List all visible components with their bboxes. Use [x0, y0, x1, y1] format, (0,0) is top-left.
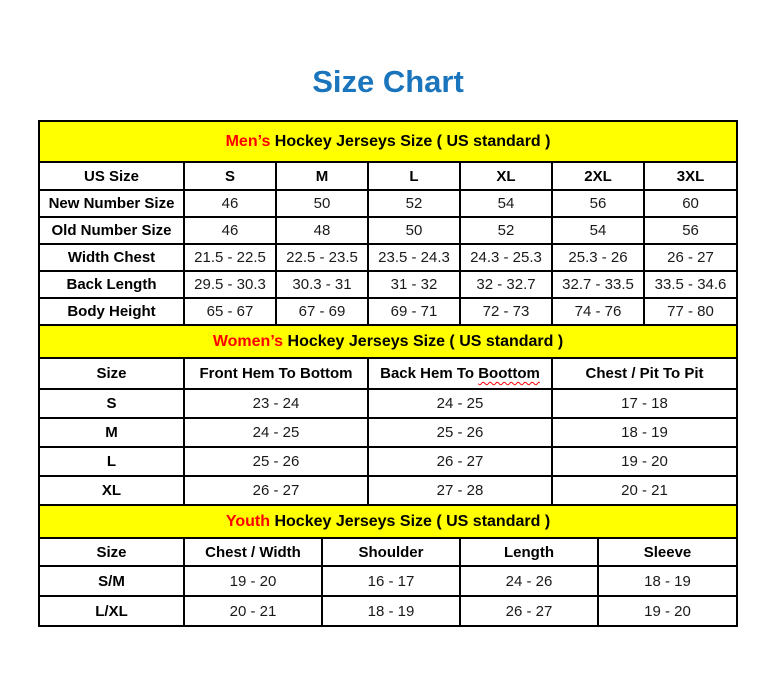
youth-section-band [39, 505, 737, 538]
mens-size-table [38, 120, 738, 326]
cell-value: 24.3 - 25.3 [460, 244, 552, 271]
row-label: S/M [39, 566, 184, 596]
cell-value: 23.5 - 24.3 [368, 244, 460, 271]
youth-col-header-size: Size [39, 538, 184, 566]
table-row [39, 596, 737, 626]
womens-band-highlight: Women’s [212, 332, 284, 350]
cell-value: 24 - 25 [368, 389, 552, 418]
cell-value: 26 - 27 [644, 244, 737, 271]
cell-value: 19 - 20 [184, 566, 322, 596]
cell-value: 26 - 27 [460, 596, 598, 626]
womens-col-header-size: Size [39, 358, 184, 389]
table-row [39, 298, 737, 325]
row-label: Body Height [39, 298, 184, 325]
cell-value: 26 - 27 [368, 447, 552, 476]
cell-value: 25 - 26 [368, 418, 552, 447]
cell-value: 24 - 25 [184, 418, 368, 447]
mens-col-header-l: L [368, 162, 460, 190]
mens-col-header-us-size: US Size [39, 162, 184, 190]
cell-value: 69 - 71 [368, 298, 460, 325]
cell-value: 18 - 19 [322, 596, 460, 626]
cell-value: 56 [552, 190, 644, 217]
cell-value: 77 - 80 [644, 298, 737, 325]
mens-header-row [39, 162, 737, 190]
mens-section-band [39, 121, 737, 162]
row-label: New Number Size [39, 190, 184, 217]
cell-value: 17 - 18 [552, 389, 737, 418]
cell-value: 20 - 21 [552, 476, 737, 505]
cell-value: 60 [644, 190, 737, 217]
row-label: M [39, 418, 184, 447]
cell-value: 52 [368, 190, 460, 217]
cell-value: 19 - 20 [598, 596, 737, 626]
row-label: Old Number Size [39, 217, 184, 244]
cell-value: 54 [552, 217, 644, 244]
cell-value: 26 - 27 [184, 476, 368, 505]
cell-value: 50 [276, 190, 368, 217]
mens-col-header-xl: XL [460, 162, 552, 190]
row-label: Back Length [39, 271, 184, 298]
cell-value: 18 - 19 [598, 566, 737, 596]
cell-value: 20 - 21 [184, 596, 322, 626]
cell-value: 32 - 32.7 [460, 271, 552, 298]
back-hem-prefix: Back Hem To [380, 365, 479, 382]
table-row [39, 389, 737, 418]
cell-value: 30.3 - 31 [276, 271, 368, 298]
cell-value: 18 - 19 [552, 418, 737, 447]
cell-value: 67 - 69 [276, 298, 368, 325]
table-row [39, 217, 737, 244]
row-label: L [39, 447, 184, 476]
youth-header-row [39, 538, 737, 566]
cell-value: 48 [276, 217, 368, 244]
cell-value: 25.3 - 26 [552, 244, 644, 271]
mens-band-title [39, 121, 737, 162]
row-label: Width Chest [39, 244, 184, 271]
cell-value: 22.5 - 23.5 [276, 244, 368, 271]
youth-band-highlight: Youth [225, 512, 271, 530]
cell-value: 65 - 67 [184, 298, 276, 325]
table-row [39, 418, 737, 447]
page-title: Size Chart [312, 64, 464, 99]
table-row [39, 271, 737, 298]
womens-section-band [39, 325, 737, 358]
womens-col-header-front-hem: Front Hem To Bottom [184, 358, 368, 389]
mens-band-highlight: Men’s [225, 132, 271, 150]
cell-value: 23 - 24 [184, 389, 368, 418]
cell-value: 31 - 32 [368, 271, 460, 298]
table-row [39, 476, 737, 505]
row-label: S [39, 389, 184, 418]
cell-value: 32.7 - 33.5 [552, 271, 644, 298]
cell-value: 16 - 17 [322, 566, 460, 596]
row-label: XL [39, 476, 184, 505]
table-row [39, 566, 737, 596]
youth-col-header-sleeve: Sleeve [598, 538, 737, 566]
youth-col-header-chest-width: Chest / Width [184, 538, 322, 566]
mens-col-header-m: M [276, 162, 368, 190]
cell-value: 33.5 - 34.6 [644, 271, 737, 298]
cell-value: 29.5 - 30.3 [184, 271, 276, 298]
cell-value: 52 [460, 217, 552, 244]
cell-value: 50 [368, 217, 460, 244]
table-row [39, 447, 737, 476]
cell-value: 54 [460, 190, 552, 217]
youth-size-table [38, 504, 738, 627]
womens-col-header-chest: Chest / Pit To Pit [552, 358, 737, 389]
cell-value: 72 - 73 [460, 298, 552, 325]
back-hem-typo-spellcheck: Boottom [478, 365, 540, 382]
cell-value: 25 - 26 [184, 447, 368, 476]
cell-value: 19 - 20 [552, 447, 737, 476]
youth-col-header-length: Length [460, 538, 598, 566]
cell-value: 21.5 - 22.5 [184, 244, 276, 271]
mens-col-header-2xl: 2XL [552, 162, 644, 190]
womens-col-header-back-hem [368, 358, 552, 389]
row-label: L/XL [39, 596, 184, 626]
cell-value: 24 - 26 [460, 566, 598, 596]
mens-col-header-3xl: 3XL [644, 162, 737, 190]
womens-band-suffix: Hockey Jerseys Size ( US standard ) [283, 332, 564, 350]
cell-value: 56 [644, 217, 737, 244]
womens-header-row [39, 358, 737, 389]
youth-band-suffix: Hockey Jerseys Size ( US standard ) [270, 512, 551, 530]
cell-value: 74 - 76 [552, 298, 644, 325]
mens-band-suffix: Hockey Jerseys Size ( US standard ) [270, 132, 551, 150]
womens-size-table [38, 324, 738, 506]
table-row [39, 244, 737, 271]
cell-value: 27 - 28 [368, 476, 552, 505]
youth-band-title [39, 505, 737, 538]
youth-col-header-shoulder: Shoulder [322, 538, 460, 566]
mens-col-header-s: S [184, 162, 276, 190]
size-chart-tables [38, 120, 736, 627]
womens-band-title [39, 325, 737, 358]
cell-value: 46 [184, 190, 276, 217]
table-row [39, 190, 737, 217]
cell-value: 46 [184, 217, 276, 244]
